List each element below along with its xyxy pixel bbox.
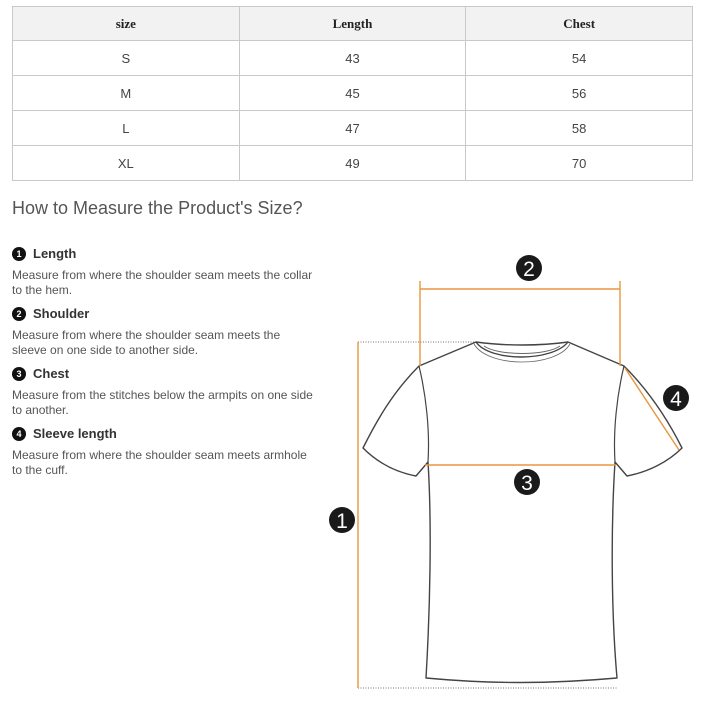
measure-description: Measure from where the shoulder seam meets the collar to the hem. bbox=[12, 268, 313, 297]
length-cell: 43 bbox=[239, 41, 466, 76]
marker-1 bbox=[329, 507, 355, 533]
marker-3 bbox=[514, 469, 540, 495]
size-cell: M bbox=[13, 76, 240, 111]
marker-2 bbox=[516, 255, 542, 281]
chest-cell: 70 bbox=[466, 146, 693, 181]
marker-1-label: 1 bbox=[336, 510, 348, 533]
length-cell: 45 bbox=[239, 76, 466, 111]
chest-cell: 54 bbox=[466, 41, 693, 76]
size-cell: S bbox=[13, 41, 240, 76]
measure-title: Shoulder bbox=[33, 306, 90, 321]
header-length: Length bbox=[239, 7, 466, 41]
number-4-icon: 4 bbox=[12, 427, 26, 441]
size-cell: XL bbox=[13, 146, 240, 181]
length-cell: 49 bbox=[239, 146, 466, 181]
measure-title: Length bbox=[33, 246, 77, 261]
chest-cell: 58 bbox=[466, 111, 693, 146]
marker-3-label: 3 bbox=[521, 472, 533, 495]
measure-description: Measure from where the shoulder seam meets the sleeve on one side to another side. bbox=[12, 328, 281, 357]
number-2-icon: 2 bbox=[12, 307, 26, 321]
header-chest: Chest bbox=[466, 7, 693, 41]
measure-guide-heading: How to Measure the Product's Size? bbox=[12, 198, 303, 218]
marker-4-label: 4 bbox=[670, 388, 682, 411]
tshirt-outline bbox=[363, 342, 682, 683]
chest-cell: 56 bbox=[466, 76, 693, 111]
measure-description: Measure from the stitches below the armpits on one side to another. bbox=[12, 388, 313, 417]
measure-description: Measure from where the shoulder seam meets armhole to the cuff. bbox=[12, 448, 307, 477]
measure-title: Chest bbox=[33, 366, 70, 381]
size-cell: L bbox=[13, 111, 240, 146]
marker-4 bbox=[663, 385, 689, 411]
length-cell: 47 bbox=[239, 111, 466, 146]
measure-title: Sleeve length bbox=[33, 426, 117, 441]
number-1-icon: 1 bbox=[12, 247, 26, 261]
number-3-icon: 3 bbox=[12, 367, 26, 381]
header-size: size bbox=[13, 7, 240, 41]
marker-2-label: 2 bbox=[523, 258, 535, 281]
